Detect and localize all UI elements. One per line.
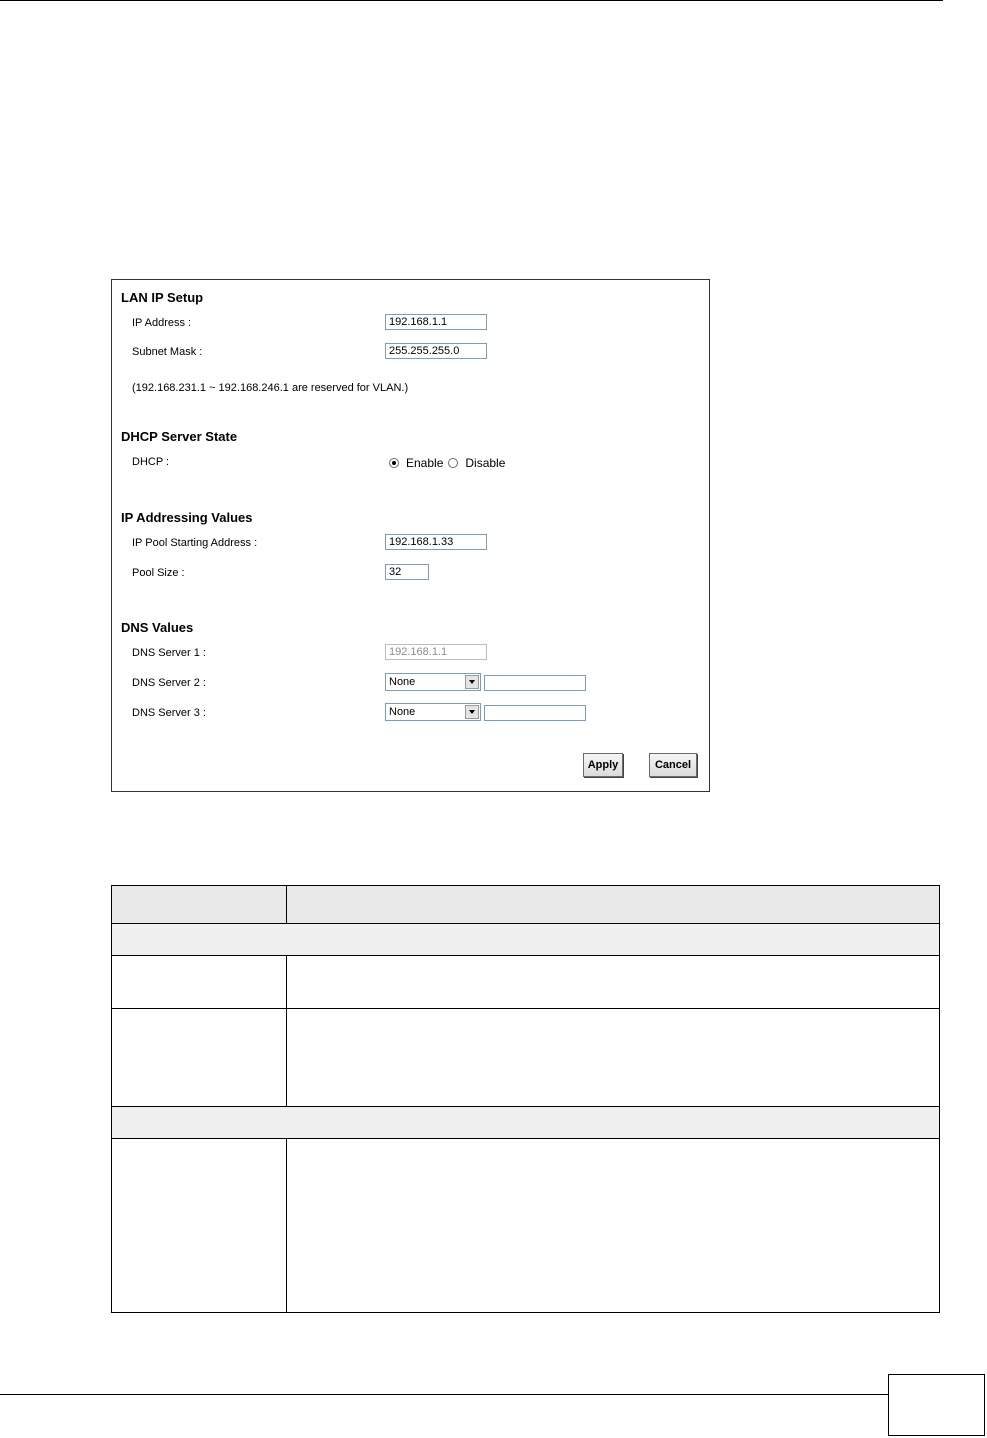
table-cell xyxy=(287,956,940,1009)
table-group-row xyxy=(112,924,940,956)
dns-server-3-label: DNS Server 3 : xyxy=(132,707,206,719)
dns-server-2-input[interactable] xyxy=(484,675,586,691)
pool-size-label: Pool Size : xyxy=(132,567,185,579)
chevron-down-icon[interactable] xyxy=(465,705,479,719)
dhcp-disable-radio[interactable] xyxy=(448,458,458,468)
table-cell xyxy=(287,1009,940,1107)
table-row xyxy=(112,956,940,1009)
table-row xyxy=(112,1009,940,1107)
table-cell xyxy=(287,1139,940,1313)
subnet-mask-input[interactable] xyxy=(385,343,487,359)
ip-address-label: IP Address : xyxy=(132,317,192,329)
dhcp-enable-label: Enable xyxy=(406,456,444,470)
dhcp-disable-label: Disable xyxy=(465,456,506,470)
dns-server-1-input xyxy=(385,644,487,660)
table-header-cell xyxy=(287,886,940,924)
table-header-cell xyxy=(112,886,287,924)
description-table xyxy=(111,885,940,1313)
table-row xyxy=(112,1139,940,1313)
dns-server-2-select[interactable] xyxy=(385,673,481,691)
vlan-reserved-note: (192.168.231.1 ~ 192.168.246.1 are reserved for VLAN.) xyxy=(132,382,409,394)
table-group-cell xyxy=(112,1107,940,1139)
dns-server-2-label: DNS Server 2 : xyxy=(132,677,206,689)
apply-button[interactable]: Apply xyxy=(583,753,623,777)
page-number-box xyxy=(888,1374,985,1436)
lan-ip-setup-title: LAN IP Setup xyxy=(121,290,204,305)
dhcp-label: DHCP : xyxy=(132,456,170,468)
dns-values-title: DNS Values xyxy=(121,620,194,635)
lan-settings-panel xyxy=(111,279,710,792)
dns-server-1-label: DNS Server 1 : xyxy=(132,647,206,659)
dns-server-3-select[interactable] xyxy=(385,703,481,721)
table-header-row xyxy=(112,886,940,924)
pool-size-input[interactable] xyxy=(385,564,429,580)
table-cell xyxy=(112,1009,287,1107)
table-cell xyxy=(112,1139,287,1313)
pool-start-label: IP Pool Starting Address : xyxy=(132,537,258,549)
footer-rule xyxy=(0,1394,888,1395)
table-group-cell xyxy=(112,924,940,956)
subnet-mask-label: Subnet Mask : xyxy=(132,346,203,358)
dns-server-3-selected: None xyxy=(389,706,416,718)
dhcp-enable-radio[interactable] xyxy=(389,458,399,468)
cancel-button[interactable]: Cancel xyxy=(649,753,697,777)
pool-start-input[interactable] xyxy=(385,534,487,550)
dhcp-server-state-title: DHCP Server State xyxy=(121,429,238,444)
header-rule xyxy=(0,0,943,1)
table-cell xyxy=(112,956,287,1009)
dns-server-2-selected: None xyxy=(389,676,416,688)
ip-address-input[interactable] xyxy=(385,314,487,330)
table-group-row xyxy=(112,1107,940,1139)
chevron-down-icon[interactable] xyxy=(465,675,479,689)
dns-server-3-input[interactable] xyxy=(484,705,586,721)
ip-addressing-values-title: IP Addressing Values xyxy=(121,510,253,525)
dhcp-radio-group xyxy=(389,456,510,470)
